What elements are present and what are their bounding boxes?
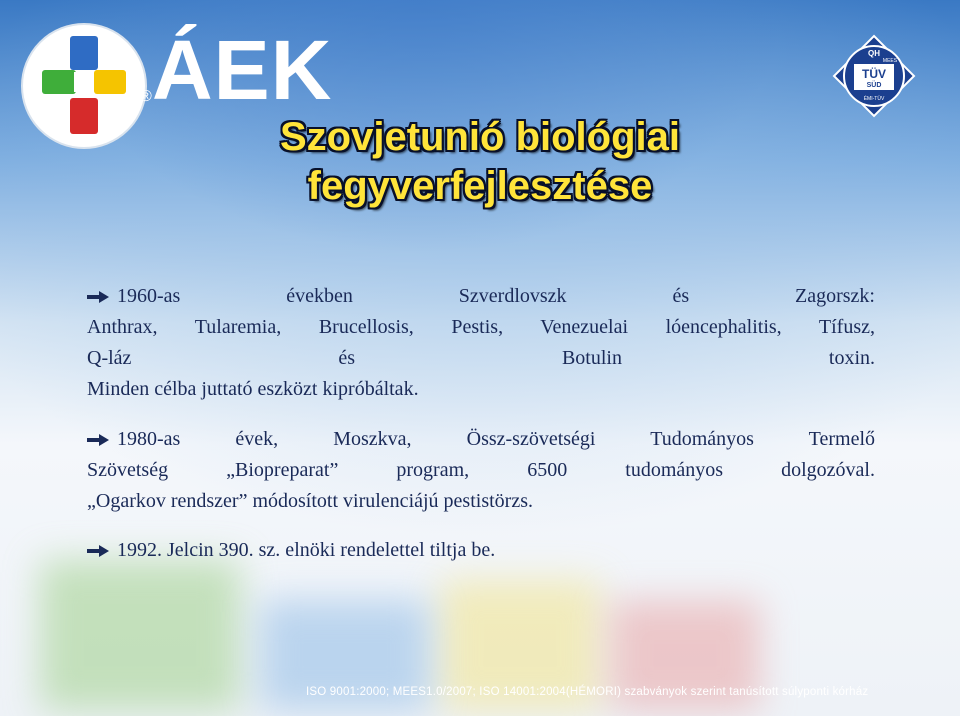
- bullet-line: „Ogarkov rendszer” módosított virulenciájú pestistörzs.: [87, 490, 533, 512]
- bullet-line: [87, 424, 875, 455]
- bullet-text: 1960-as években Szverdlovszk és Zagorszk:: [117, 285, 875, 307]
- bullet-line: [87, 535, 875, 566]
- bullet-text: 1980-as évek, Moszkva, Össz-szövetségi Tudományos Termelő: [117, 428, 875, 450]
- background-band-green: [40, 560, 240, 710]
- badge-tuv-text: TÜV: [862, 67, 886, 81]
- bullet-line: Q-láz és Botulin toxin.: [87, 347, 875, 369]
- bullet-line: Minden célba juttató eszközt kipróbáltak.: [87, 378, 419, 400]
- tuv-certification-badge-icon: [832, 34, 916, 118]
- slide-title-line-2: fegyverfejlesztése: [307, 164, 653, 208]
- bullet-line: Szövetség „Biopreparat” program, 6500 tudományos dolgozóval.: [87, 459, 875, 481]
- arrow-right-icon: [87, 291, 109, 303]
- bullet-1980s: [87, 424, 875, 517]
- slide-title-line-1: Szovjetunió biológiai: [280, 115, 680, 159]
- registered-mark: ®: [140, 88, 152, 105]
- badge-emi-tuv-text: ÉMI-TÜV: [863, 96, 885, 102]
- bullet-text: 1992. Jelcin 390. sz. elnöki rendelettel tiltja be.: [117, 539, 496, 561]
- bullet-1992: [87, 535, 875, 566]
- footer-certification-text: ISO 9001:2000; MEES1.0/2007; ISO 14001:2004(HÉMORI) szabványok szerint tanúsított súlyponti kórház: [306, 686, 869, 698]
- arrow-right-icon: [87, 434, 109, 446]
- bullet-line: [87, 281, 875, 312]
- arrow-right-icon: [87, 545, 109, 557]
- badge-mees-text: MEES: [882, 58, 898, 64]
- bullet-1960s: [87, 281, 875, 405]
- badge-qh-text: QH: [868, 49, 880, 58]
- bullet-line: Anthrax, Tularemia, Brucellosis, Pestis, Venezuelai lóencephalitis, Tífusz,: [87, 316, 875, 338]
- badge-sud-text: SÜD: [866, 82, 882, 89]
- aek-logo-text: ÁEK: [152, 23, 333, 117]
